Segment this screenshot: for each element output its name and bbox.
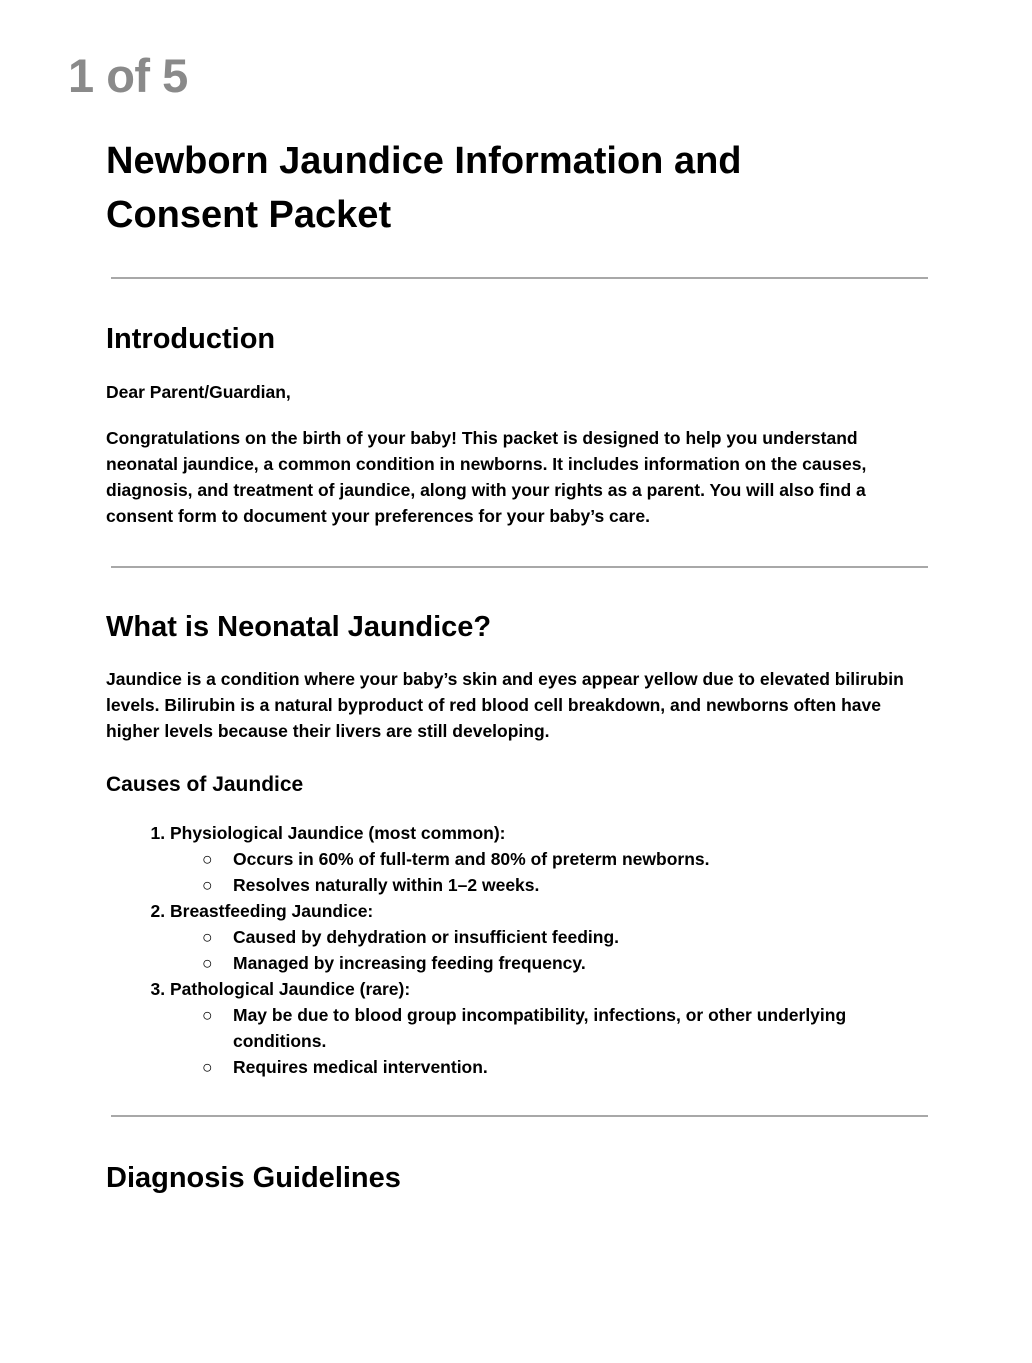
page-counter: 1 of 5: [68, 49, 188, 102]
list-item: [170, 898, 928, 976]
circle-bullet-icon: ○: [202, 953, 213, 973]
cause-label: Pathological Jaundice (rare):: [170, 979, 411, 999]
what-is-jaundice-paragraph: Jaundice is a condition where your baby’s skin and eyes appear yellow due to elevated bilirubin levels. Bilirubin is a natural byproduct of red blood cell breakdown, and newborns often have higher levels because their livers are still developing.: [106, 669, 904, 741]
list-item: ○ Requires medical intervention.: [233, 1054, 928, 1080]
cause-label: Physiological Jaundice (most common):: [170, 823, 506, 843]
list-item: ○ Occurs in 60% of full-term and 80% of preterm newborns.: [233, 846, 928, 872]
cause-points: [170, 924, 928, 976]
list-item: [170, 976, 928, 1080]
cause-points: [170, 1002, 928, 1080]
circle-bullet-icon: ○: [202, 1005, 213, 1025]
circle-bullet-icon: ○: [202, 1057, 213, 1077]
subheading-causes: Causes of Jaundice: [106, 773, 304, 796]
cause-points: [170, 846, 928, 898]
section-divider: [111, 277, 928, 279]
section-divider: [111, 1115, 928, 1117]
causes-list: [106, 820, 928, 1080]
document-body: [106, 134, 928, 1196]
list-item: ○ Caused by dehydration or insufficient feeding.: [233, 924, 928, 950]
list-item: ○ May be due to blood group incompatibility, infections, or other underlying conditions.: [233, 1002, 928, 1054]
page-title: Newborn Jaundice Information and Consent Packet: [106, 140, 742, 236]
list-item: [170, 820, 928, 898]
cause-label: Breastfeeding Jaundice:: [170, 901, 374, 921]
list-item: ○ Managed by increasing feeding frequency.: [233, 950, 928, 976]
circle-bullet-icon: ○: [202, 927, 213, 947]
section-heading-diagnosis: Diagnosis Guidelines: [106, 1162, 401, 1194]
section-heading-what-is-jaundice: What is Neonatal Jaundice?: [106, 611, 492, 643]
greeting-text: Dear Parent/Guardian,: [106, 382, 291, 402]
list-item: ○ Resolves naturally within 1–2 weeks.: [233, 872, 928, 898]
circle-bullet-icon: ○: [202, 875, 213, 895]
introduction-paragraph: Congratulations on the birth of your baby! This packet is designed to help you understand neonatal jaundice, a common condition in newborns. It includes information on the causes, diagnosis, and treatment of jaundice, along with your rights as a parent. You will also find a consent form to document your preferences for your baby’s care.: [106, 428, 867, 526]
section-heading-introduction: Introduction: [106, 323, 276, 355]
circle-bullet-icon: ○: [202, 849, 213, 869]
section-divider: [111, 566, 928, 568]
